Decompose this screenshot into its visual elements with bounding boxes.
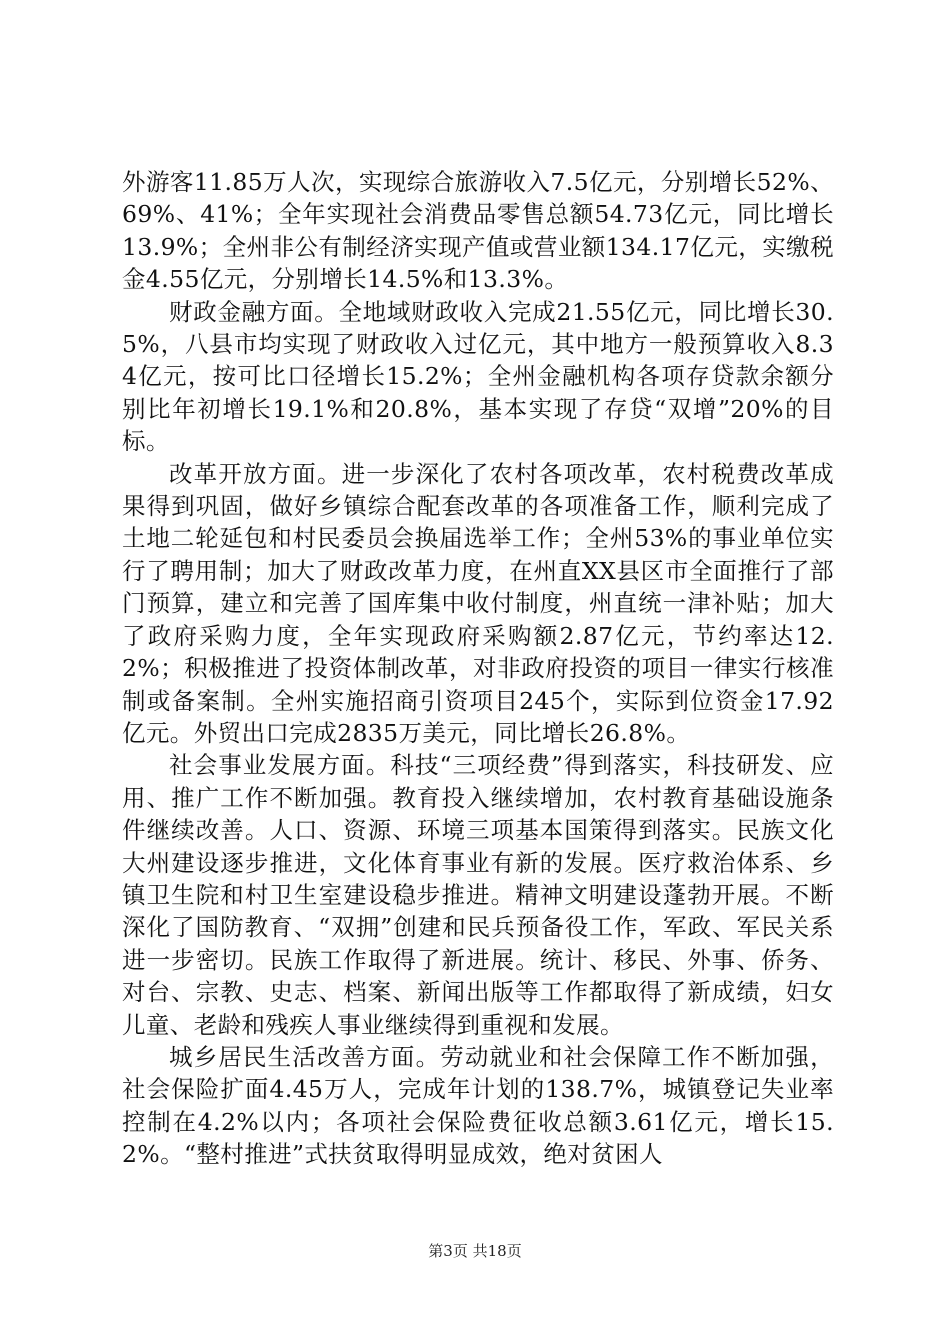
paragraph-tourism-consumption: 外游客11.85万人次，实现综合旅游收入7.5亿元，分别增长52%、69%、41%；全年实现社会消费品零售总额54.73亿元，同比增长13.9%；全州非公有制经济实现产值或营业额134.17亿元，实缴税金4.55亿元，分别增长14.5%和13.3%。 [122, 168, 834, 294]
paragraph-reform-opening: 改革开放方面。进一步深化了农村各项改革，农村税费改革成果得到巩固，做好乡镇综合配套改革的各项准备工作，顺利完成了土地二轮延包和村民委员会换届选举工作；全州53%的事业单位实行了聘用制；加大了财政改革力度，在州直XX县区市全面推行了部门预算，建立和完善了国库集中收付制度，州直统一津补贴；加大了政府采购力度，全年实现政府采购额2.87亿元，节约率达12.2%；积极推进了投资体制改革，对非政府投资的项目一律实行核准制或备案制。全州实施招商引资项目245个，实际到位资金17.92亿元。外贸出口完成2835万美元，同比增长26.8%。 [122, 459, 834, 747]
document-body [122, 166, 834, 1171]
paragraph-social-development: 社会事业发展方面。科技“三项经费”得到落实，科技研发、应用、推广工作不断加强。教育投入继续增加，农村教育基础设施条件继续改善。人口、资源、环境三项基本国策得到落实。民族文化大州建设逐步推进，文化体育事业有新的发展。医疗救治体系、乡镇卫生院和村卫生室建设稳步推进。精神文明建设蓬勃开展。不断深化了国防教育、“双拥”创建和民兵预备役工作，军政、军民关系进一步密切。民族工作取得了新进展。统计、移民、外事、侨务、对台、宗教、史志、档案、新闻出版等工作都取得了新成绩，妇女儿童、老龄和残疾人事业继续得到重视和发展。 [122, 751, 834, 1039]
paragraph-finance: 财政金融方面。全地域财政收入完成21.55亿元，同比增长30.5%，八县市均实现了财政收入过亿元，其中地方一般预算收入8.34亿元，按可比口径增长15.2%；全州金融机构各项存贷款余额分别比年初增长19.1%和20.8%，基本实现了存贷“双增”20%的目标。 [122, 297, 834, 456]
page-footer: 第3页 共18页 [428, 1242, 522, 1260]
paragraph-living-standards: 城乡居民生活改善方面。劳动就业和社会保障工作不断加强，社会保险扩面4.45万人，完成年计划的138.7%，城镇登记失业率控制在4.2%以内；各项社会保险费征收总额3.61亿元，增长15.2%。“整村推进”式扶贫取得明显成效，绝对贫困人 [122, 1042, 834, 1169]
